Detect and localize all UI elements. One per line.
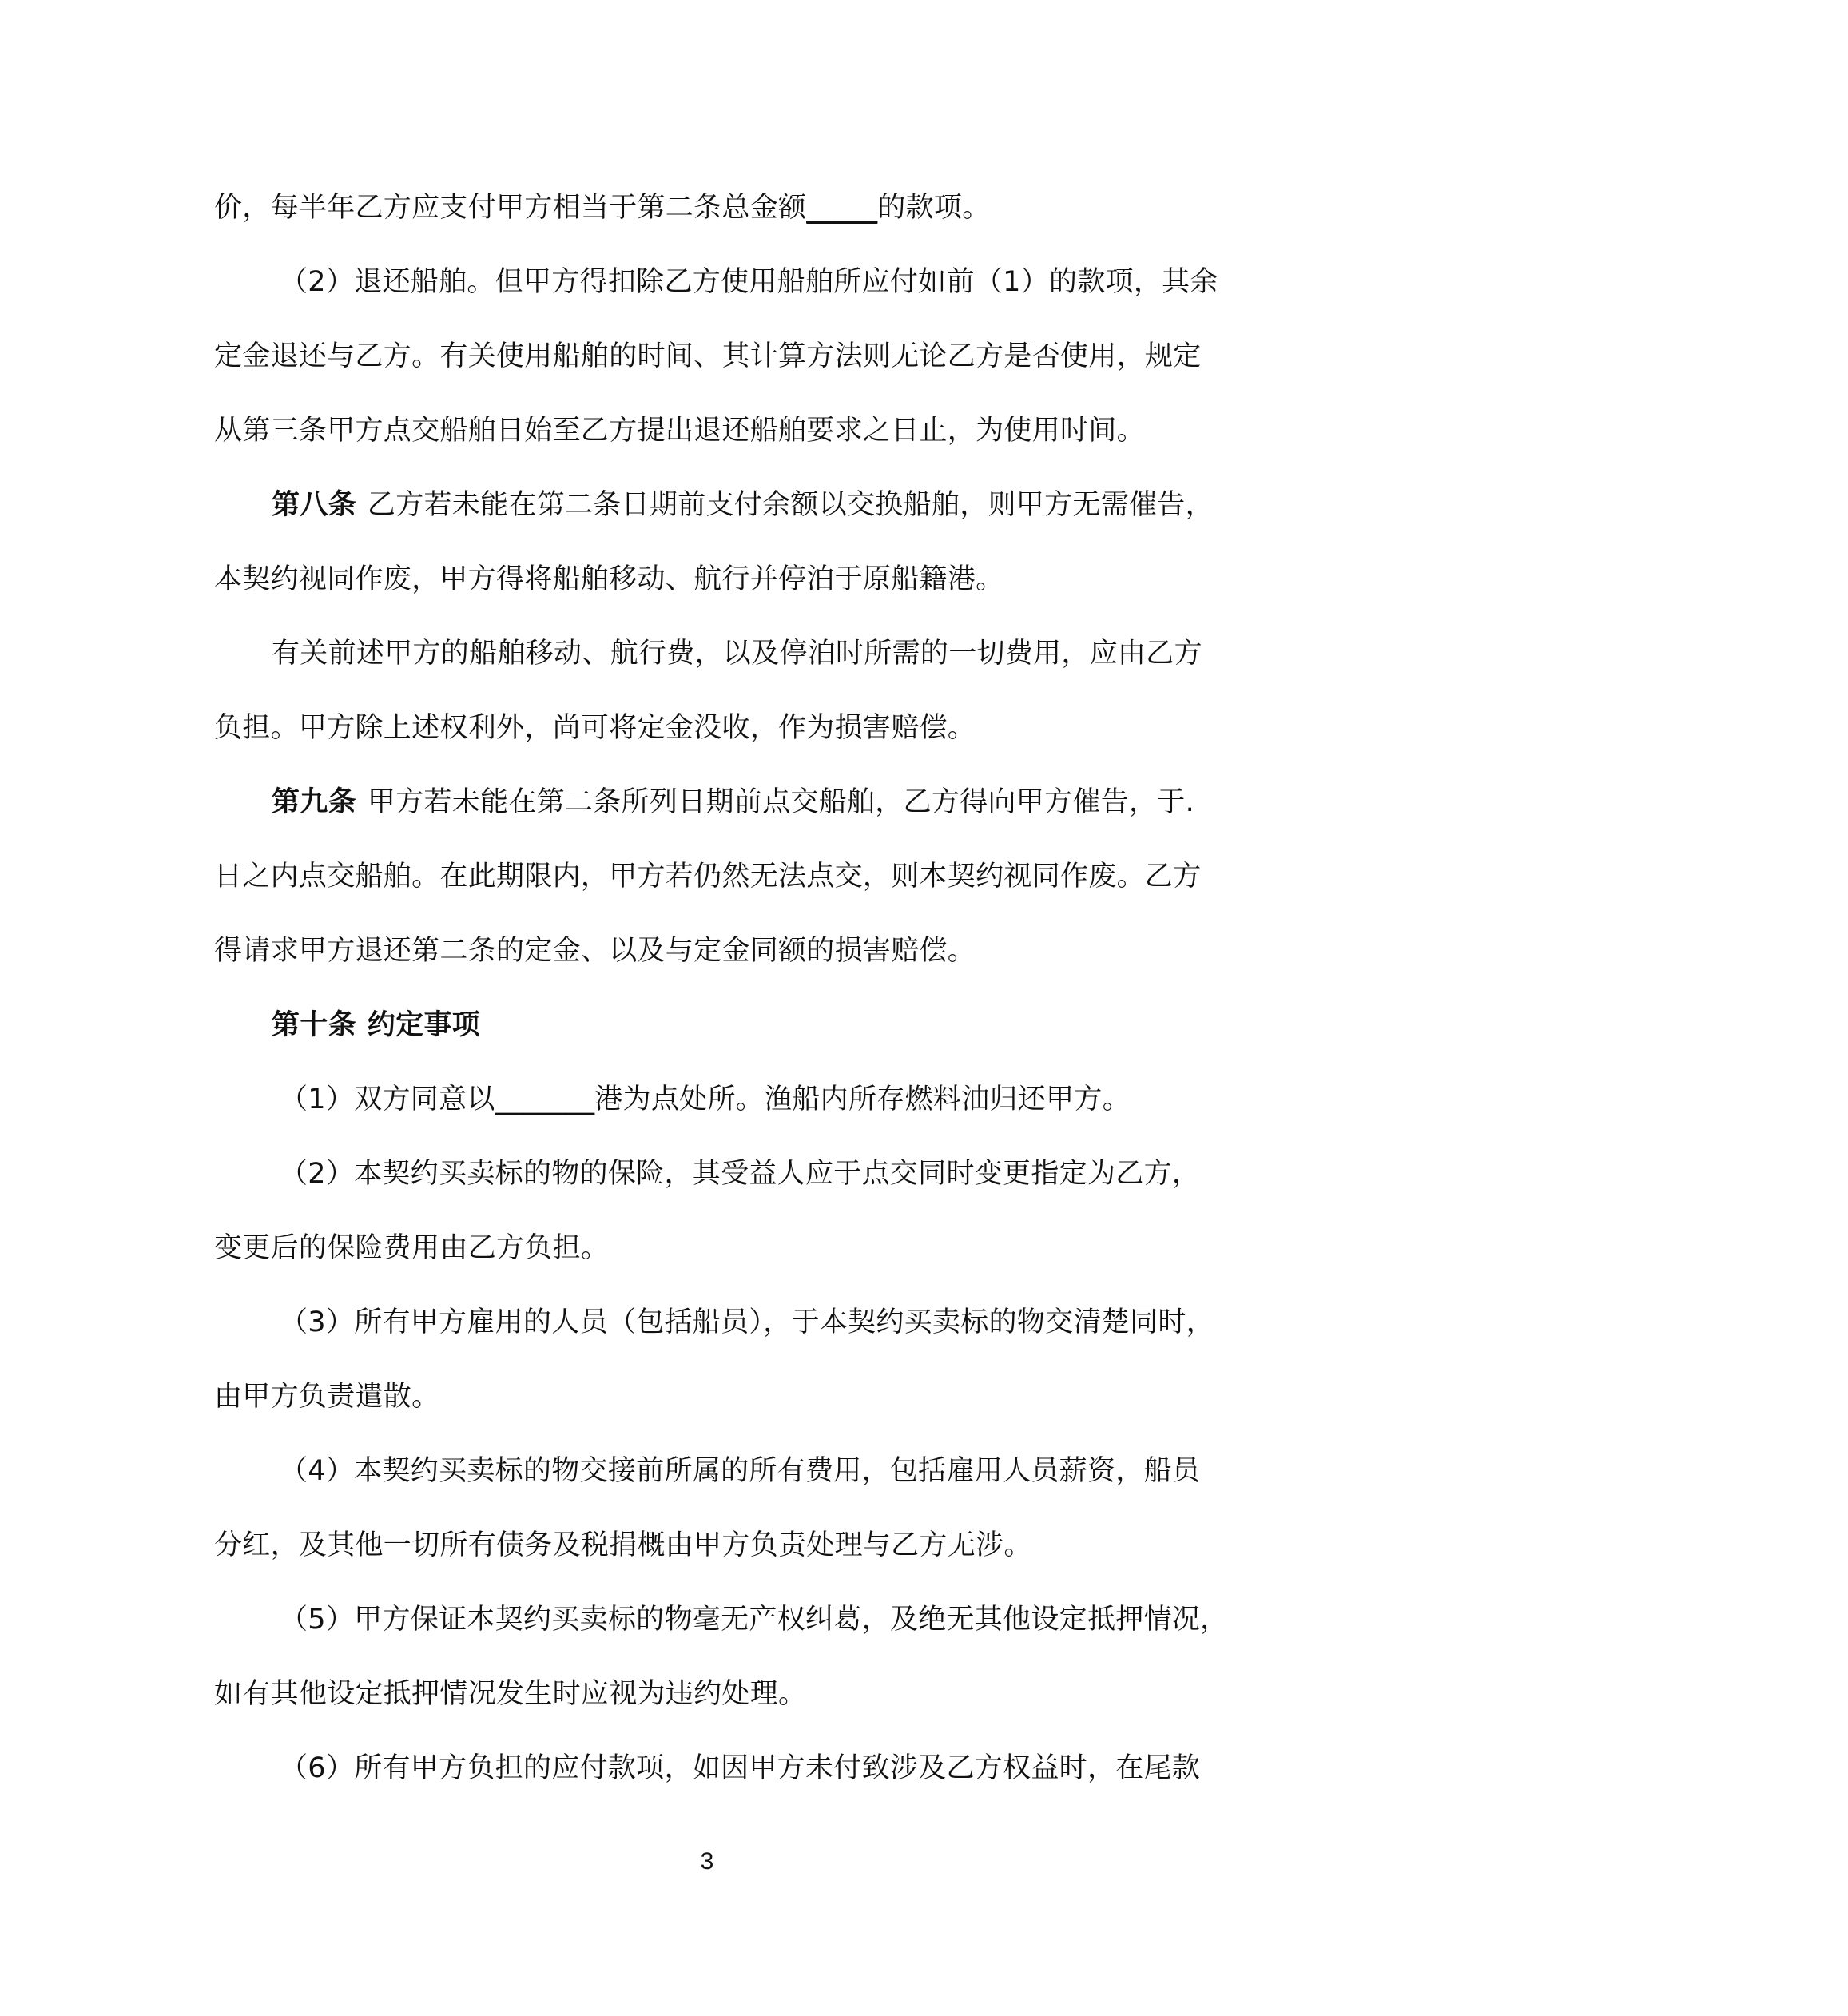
article-heading: 第九条	[272, 786, 356, 818]
paragraph-line: 负担。甲方除上述权利外，尚可将定金没收，作为损害赔偿。	[214, 712, 976, 744]
article-8-line: 第八条 乙方若未能在第二条日期前支付余额以交换船舶，则甲方无需催告，	[272, 489, 1214, 521]
paragraph-line: （6）所有甲方负担的应付款项，如因甲方未付致涉及乙方权益时，在尾款	[280, 1752, 1201, 1784]
paragraph-line: （4）本契约买卖标的物交接前所属的所有费用，包括雇用人员薪资，船员	[280, 1455, 1201, 1487]
document-body	[214, 179, 1229, 1814]
paragraph-line: 从第三条甲方点交船舶日始至乙方提出退还船舶要求之日止，为使用时间。	[214, 415, 1145, 447]
paragraph-line: 由甲方负责遣散。	[214, 1381, 440, 1413]
article-heading: 第八条	[272, 489, 356, 521]
paragraph-line: （5）甲方保证本契约买卖标的物毫无产权纠葛，及绝无其他设定抵押情况，	[280, 1604, 1229, 1636]
paragraph-line: 定金退还与乙方。有关使用船舶的时间、其计算方法则无论乙方是否使用，规定	[214, 340, 1202, 372]
page-number: 3	[700, 1848, 714, 1875]
paragraph-line: 有关前述甲方的船舶移动、航行费，以及停泊时所需的一切费用，应由乙方	[272, 638, 1202, 670]
article-9-line: 第九条 甲方若未能在第二条所列日期前点交船舶，乙方得向甲方催告，于.	[272, 786, 1195, 818]
fill-in-blank: _______	[495, 1084, 595, 1115]
paragraph-line: （2）退还船舶。但甲方得扣除乙方使用船舶所应付如前（1）的款项，其余	[280, 266, 1218, 298]
paragraph-line: 分红，及其他一切所有债务及税捐概由甲方负责处理与乙方无涉。	[214, 1529, 1032, 1561]
paragraph-line: （2）本契约买卖标的物的保险，其受益人应于点交同时变更指定为乙方，	[280, 1158, 1201, 1190]
fill-in-blank: _____	[806, 192, 878, 224]
paragraph-line: 价，每半年乙方应支付甲方相当于第二条总金额_____的款项。	[214, 192, 991, 224]
paragraph-line: （1）双方同意以_______港为点处所。渔船内所存燃料油归还甲方。	[280, 1084, 1131, 1115]
paragraph-line: 如有其他设定抵押情况发生时应视为违约处理。	[214, 1678, 807, 1710]
paragraph-line: 日之内点交船舶。在此期限内，甲方若仍然无法点交，则本契约视同作废。乙方	[214, 861, 1202, 893]
paragraph-line: 变更后的保险费用由乙方负担。	[214, 1232, 610, 1264]
paragraph-line: 本契约视同作废，甲方得将船舶移动、航行并停泊于原船籍港。	[214, 563, 1004, 595]
paragraph-line: （3）所有甲方雇用的人员（包括船员），于本契约买卖标的物交清楚同时，	[280, 1306, 1214, 1338]
article-10-heading: 第十条 约定事项	[272, 1009, 481, 1041]
article-heading: 第十条	[272, 1009, 356, 1041]
paragraph-line: 得请求甲方退还第二条的定金、以及与定金同额的损害赔偿。	[214, 935, 976, 967]
